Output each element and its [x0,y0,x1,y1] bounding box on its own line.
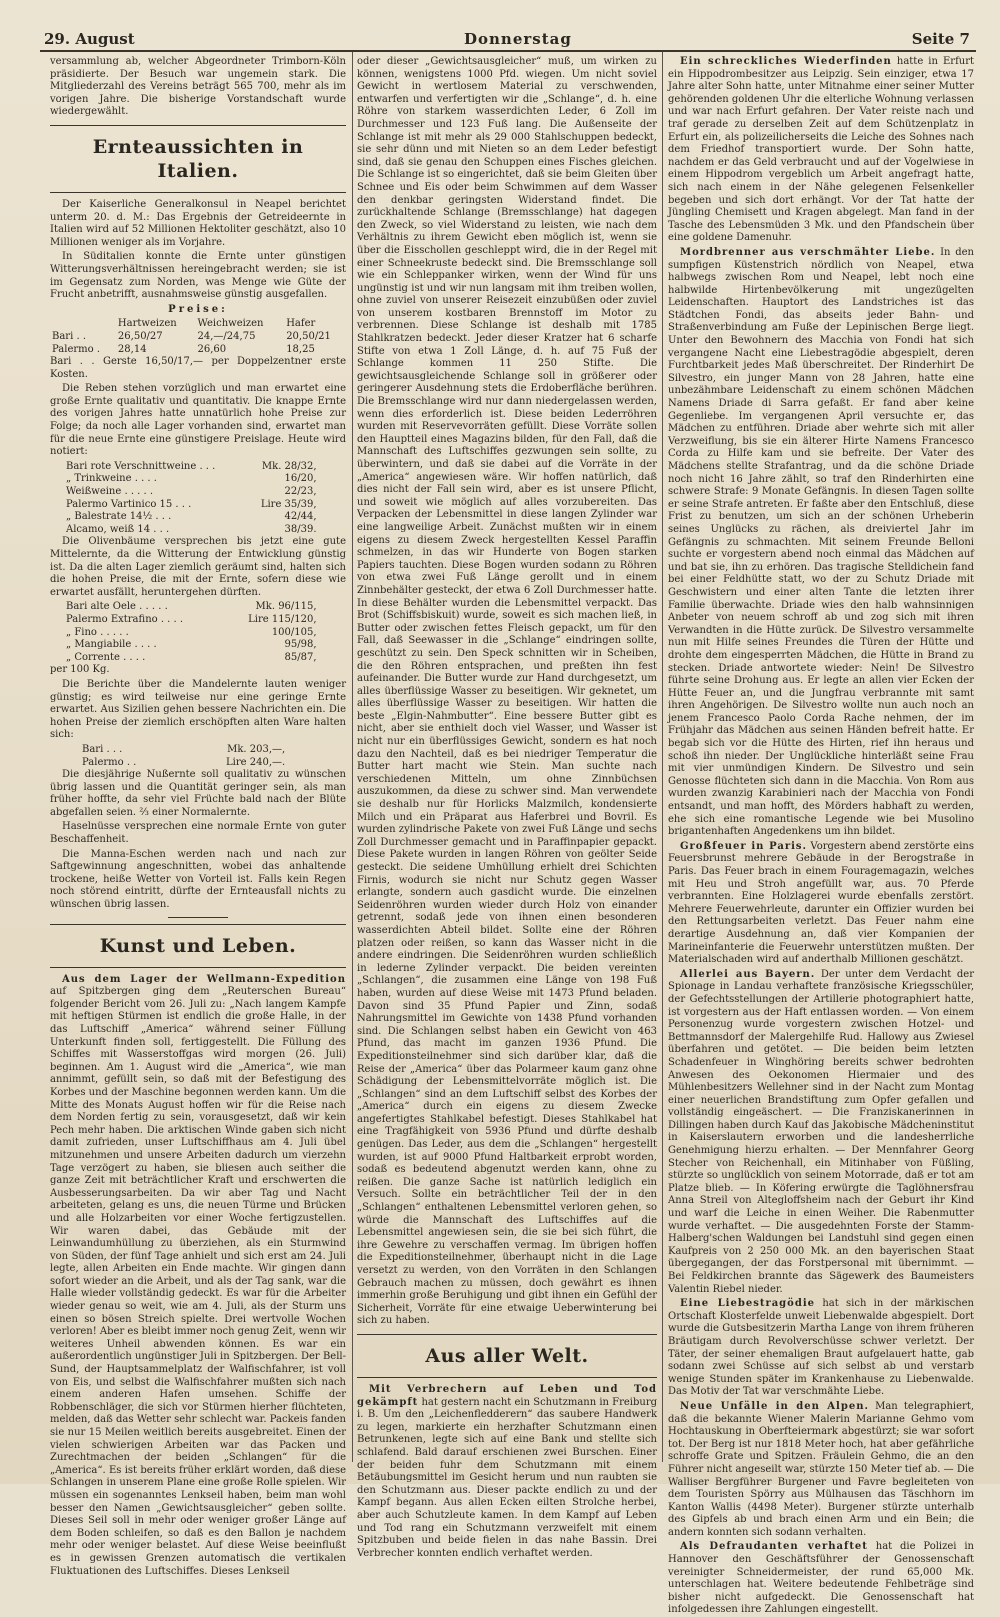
table-row [50,318,346,331]
almond-price-table [80,744,287,769]
table-cell: Palermo Extrafino . . . . [66,613,184,625]
bavaria-report: Der unter dem Verdacht der Spionage in Landau verhaftete französische Kriegsschüler, der Gefechtsstellungen der Artillerie photographiert hatte, ist vorgestern aus der Haft entlassen worden. — Von einem Personenzug wurde vorgestern zwischen Hotzel- und Bettmannsdorf der Malergehilfe Rud. Hallowy aus Zwiesel überfahren und getötet. — Die beiden beim letzten Schadenfeuer in Winghöring bereits schwer bedrohten Anwesen des Oekonomen Hiermaier und des Mühlenbesitzers Wellehner sind in der Nacht zum Montag einer neuerlichen Brandstiftung zum Opfer gefallen und vollständig eingeäschert. — Die Franziskanerinnen in Dillingen haben durch Kauf das Jakobische Mädcheninstitut in Kaiserslautern erworben und die landesherrliche Genehmigung hierzu erhalten. — Der Mennfahrer Georg Stecher von Reichenhall, ein Mitinhaber von Füßling, stürzte so unglücklich von seinem Motorrade, daß er tot am Platze blieb. — In Köfering erwürgte die Taglöhnersfrau Anna Streil von Altegloffsheim nach der Geburt ihr Kind und warf die Leiche in einen Weiher. Die Rabenmutter wurde verhaftet. — Die ausgedehnten Forste der Stamm-Halberg'schen Waldungen bei Landstuhl sind gegen einen Kaufpreis von 2 250 000 Mk. an den bayerischen Staat übergegangen, der das Forstpersonal mit übernimmt. — Bei Feldkirchen brannte das Sägewerk des Baumeisters Valentin Riebel nieder. [668,968,974,1295]
header-page-number: Seite 7 [911,30,970,48]
defraudant-report: hat die Polizei in Hannover den Geschäftsführer der Genossenschaft vereinigter Schneidermeister, der rund 65,000 Mk. unterschlagen hat. Weitere bedeutende Fehlbeträge sind bisher nicht aufgedeckt. Die Genossenschaft hat infolgedessen ihre Zahlungen eingestellt. [668,1541,974,1616]
table-row [50,344,346,357]
column-2 [357,56,658,1559]
page-header [44,28,974,50]
italy-paragraph-1: Der Kaiserliche Generalkonsul in Neapel berichtet unterm 20. d. M.: Das Ergebnis der Getreideernte in Italien wird auf 52 Millionen Hektoliter geschätzt, also 10 Millionen weniger als im Vorjahre. [50,198,346,248]
table-cell: 24,—/24,75 [197,330,256,342]
italy-paragraph-5: Die Berichte über die Mandelernte lauten weniger günstig; es wird teilweise nur eine geringe Ernte erwartet. Aus Sizilien gehen bessere Nachrichten ein. Die hohen Preise der ziemlich erschöpften alten Ware halten sich: [50,678,346,741]
header-date: 29. August [44,30,135,48]
table-cell: Lire 240,—. [226,756,286,768]
alps-subtitle: Neue Unfälle in den Alpen. [680,1400,869,1412]
table-cell: Palermo . [52,343,100,355]
table-cell: „ Mangiabile . . . . [66,639,157,651]
table-cell: Alcamo, weiß 14 . . . [66,523,170,535]
italy-paragraph-8: Die Manna-Eschen werden nach und nach zur Saftgewinnung angeschnitten, wobei das anhaltende trockene, heiße Wetter von Vorteil ist. Falls kein Regen noch störend eintritt, dürfte der Ernteausfall nichts zu wünschen übrig lassen. [50,848,346,911]
oil-price-table [64,601,319,664]
prices-label: Preise: [168,303,228,315]
erfurt-subtitle: Ein schreckliches Wiederfinden [680,56,892,67]
table-cell: Palermo Vartinico 15 . . . [66,498,192,510]
table-cell: „ Trinkweine . . . . [66,473,157,485]
table-row [64,499,319,512]
italy-paragraph-7: Haselnüsse versprechen eine normale Ernte von guter Beschaffenheit. [50,821,346,846]
column-3 [668,56,975,1616]
column-1 [50,56,346,1577]
table-header: Hartweizen [117,318,177,330]
arts-life-title: Kunst und Leben. [99,934,297,957]
wine-price-table [64,461,319,537]
table-cell: Bari . . [52,330,87,342]
table-row [80,757,287,770]
crime-report: hat gestern nacht ein Schutzmann in Freiburg i. B. Um den „Leichenfledderern“ das saubere Handwerk zu legen, markierte ein herzhafter Schutzmann einen Betrunkenen, legte sich auf eine Bank und stellte sich schlafend. Bald darauf erschienen zwei Burschen. Einer der beiden fuhr dem Schutzmann mit einem Betäubungsmittel im Gesicht herum und nun raubten sie den Schutzmann aus. Dieser packte endlich zu und der Kampf begann. Aus allen Ecken eilten Strolche herbei, aber auch Schutzleute kamen. In dem Kampf auf Leben und Tod rang ein Schutzmann verzweifelt mit einem Spitzbuben und beide fielen in das nahe Bassin. Drei Verbrecher konnten endlich verhaftet werden. [357,1396,658,1559]
grain-price-table [50,318,346,356]
table-cell: 26,50/27 [117,330,163,342]
table-cell: Bari . . . [82,743,123,755]
table-row [64,652,319,665]
italy-paragraph-4: Die Olivenbäume versprechen bis jetzt eine gute Mittelernte, da die Witterung der Entwicklung günstig ist. Da die alten Lager ziemlich geräumt sind, halten sich die hohen Preise, die mit der Ernte, sofern diese wie erwartet ausfällt, heruntergehen dürften. [50,536,346,598]
table-cell: 26,60 [197,343,227,355]
section-divider [168,917,228,918]
table-header: Weichweizen [197,318,264,330]
table-cell: 38/39. [284,523,317,535]
table-cell: „ Fino . . . . . [66,626,129,638]
table-cell: Bari alte Oele . . . . . [66,601,168,613]
barley-price: Bari . . Gerste 16,50/17,— per Doppelzentner erste Kosten. [50,356,346,380]
expedition-subtitle: Aus dem Lager der Wellmann-Expedition [62,973,346,985]
table-cell: 22/23, [284,486,317,498]
table-cell [50,318,116,331]
erfurt-report: hatte in Erfurt ein Hippodrombesitzer aus Leipzig. Sein einziger, etwa 17 Jahre alter Sohn hatte, unter Mitnahme einer seiner Mutter gehörenden goldenen Uhr die elterliche Wohnung verlassen und war nach Erfurt gefahren. Der Vater reiste nach und traf gerade zu derselben Zeit auf dem Schützenplatz in Erfurt ein, als polizeilicherseits die Leiche des Sohnes nach dem Friedhof transportiert wurde. Der Sohn hatte, nachdem er das Geld verbraucht und auf der Vogelwiese in einem Hippodrom vergeblich um Arbeit angefragt hatte, sich nach einem in der Nähe gelegenen Felsenkeller begeben und sich dort erhängt. Vor der Tat hatte der Jüngling Chemisett und Kragen abgelegt. Man fand in der Tasche des Lebensmüden 3 Mk. und den Pfandschein über eine goldene Damenuhr. [668,56,975,244]
paris-fire-report: Vorgestern abend zerstörte eins Feuersbrunst mehrere Gebäude in der Berogstraße in Paris. Das Feuer brach in einem Fouragemagazin, welches mit Heu und Stroh angefüllt war, aus. 70 Pferde verbrannten. Eine Holzlagerei wurde ebenfalls zerstört. Mehrere Feuerwehrleute, darunter ein Offizier wurden bei den Rettungsarbeiten verletzt. Das Feuer nahm eine derartige Ausdehnung an, daß vier Kompanien der Marineinfanterie die Feuerwehr unterstützen mußten. Der Materialschaden wird auf anderthalb Millionen geschätzt. [668,840,974,966]
table-cell: 42/44, [284,511,317,523]
table-row [80,744,287,757]
italy-harvest-title: Ernteaussichten in Italien. [92,135,304,182]
table-row [64,511,319,524]
table-header: Hafer [286,318,316,330]
table-cell: „ Balestrate 14½ . . . [66,511,172,523]
table-cell: Palermo . . [82,756,137,768]
italy-paragraph-6: Die diesjährige Nußernte soll qualitativ zu wünschen übrig lassen und die Quantität geringer sein, als man früher hoffte, da sehr viel Früchte bald nach der Blüte abgefallen seien. ⅔ einer Normalernte. [50,769,346,818]
table-cell: Bari rote Verschnittweine . . . [66,460,216,472]
table-cell: 85/87, [284,651,317,663]
world-news-title: Aus aller Welt. [425,1344,589,1367]
love-tragedy-subtitle: Eine Liebestragödie [680,1298,816,1310]
table-cell: 28,14 [117,343,147,355]
paris-fire-subtitle: Großfeuer in Paris. [680,840,808,852]
table-row [64,627,319,640]
love-tragedy-report: hat sich in der märkischen Ortschaft Klosterfelde unweit Liebenwalde abgespielt. Dort wurde die Gutsbesitzerin Martha Lange von ihrem früheren Bräutigam durch Revolverschüsse schwer verletzt. Der Täter, der seiner ehemaligen Braut aufgelauert hatte, gab sodann zwei Schüsse auf sich selbst ab und verstarb wenige Stunden später im Krankenhause zu Liebenwalde. Das Motiv der Tat war verschmähte Liebe. [668,1298,974,1398]
header-rule [40,50,976,52]
fondi-report: In den sumpfigen Küstenstrich nördlich von Neapel, etwa halbwegs zwischen Rom und Neapel, lebt noch eine halbwilde Hirtenbevölkerung mit ungezügelten Leidenschaften. Hauptort des Landstriches ist das Städtchen Fondi, das abseits jeder Bahn- und Straßenverbindung am Fuße der Lepinischen Berge liegt. Unter den Bewohnern des Macchia von Fondi hat sich vergangene Nacht eine Liebestragödie abgespielt, deren Furchtbarkeit jedes Maß überschreitet. Der Rinderhirt De Silvestro, ein junger Mann von 28 Jahren, hatte eine unbezähmbare Leidenschaft zu einem schönen Mädchen Namens Driade di Sarra gefaßt. Er fand aber keine Gegenliebe. Im vergangenen April versuchte er, das Mädchen zu entführen. Driade aber wehrte sich mit aller Verzweiflung, bis sie ein älterer Hirte Namens Francesco Corda zu Hilfe kam und sie befreite. Der Vater des Mädchens stellte Strafantrag, und da die schöne Driade noch nicht 16 Jahre zählt, so traf den Rinderhirten eine schwere Strafe: 9 Monate Gefängnis. In diesen Tagen sollte er seine Strafe antreten. Er faßte aber den Entschluß, diese Frist zu benutzen, um sich an der schönen Urheberin seines Unglücks zu rächen, als dreiviertel Jahr im Gefängnis zu schmachten. Mit seinem Freunde Belloni suchte er vorgestern abend noch einmal das Mädchen auf und bat sie, ihn zu erhören. Das tragische Stelldichein fand bei einer Feldhütte statt, wo der zu Schutz Driade mit Geschwistern und einer alten Tante die letzten ihrer Familie überwachte. Driade wies den halb wahnsinnigen Anbeter von neuem schroff ab und zog sich mit ihren Verwandten in die Hütte zurück. De Silvestro versammelte nun mit Hilfe seines Freundes die Türen der Hütte und drohte dem eingesperrten Mädchen, die Hütte in Brand zu stecken. Driade antwortete wieder: Nein! De Silvestro führte seine Drohung aus. Er legte an allen vier Ecken der Hütte Feuer an, und die Jungfrau verbrannte mit samt ihren Angehörigen. De Silvestro wollte nun auch noch an jenem Francesco Paolo Corda Rache nehmen, der im Frühjahr das Mädchen aus seinen Händen befreit hatte. Er begab sich vor die Hütte des Hirten, rief ihn heraus und schoß ihn nieder. Der Unglückliche hinterläßt seine Frau mit vier unmündigen Kindern. De Silvestro und sein Genosse flüchteten sich dann in die Macchia. Von Rom aus wurden zwanzig Karabinieri nach der Macchia von Fondi entsandt, und man hofft, des Mörders habhaft zu werden, ehe sich eine romantische Legende wie bei Musolino brigantenhaften Angedenkens um ihn bildet. [668,246,974,838]
table-row [64,473,319,486]
defraudant-subtitle: Als Defraudanten verhaftet [680,1541,868,1553]
table-cell: 95/98, [284,639,317,651]
table-cell: Lire 115/120, [248,613,317,625]
table-row [64,639,319,652]
column-divider-1 [352,52,353,1462]
italy-heading-box [50,125,346,193]
oil-unit-note: per 100 Kg. [50,664,110,676]
arts-heading-box [50,924,346,968]
table-cell: 100/105, [271,626,317,638]
table-row [64,486,319,499]
table-row [64,524,319,537]
table-cell: Mk. 28/32, [261,460,317,472]
table-row [64,601,319,614]
table-cell: „ Corrente . . . . [66,651,146,663]
table-cell: 18,25 [286,343,315,355]
italy-paragraph-3: Die Reben stehen vorzüglich und man erwartet eine große Ernte qualitativ und quantitativ. Die knappe Ernte des vorigen Jahres hatte unnatürlich hohe Preise zur Folge; da noch alle Lager vorhanden sind, erwartet man für die neue Ernte eine günstigere Preislage. Heute wird notiert: [50,383,346,458]
bavaria-subtitle: Allerlei aus Bayern. [680,968,816,980]
alps-report: Man telegraphiert, daß die bekannte Wiener Malerin Marianne Gehmo vom Hochtauskung in Oberfteiermark abgestürzt; sie war sofort tot. Der Berg ist nur 1818 Meter hoch, hat aber gefährliche schroffe Grate und Spitzen. Fräulein Gehmo, die an den Führer nicht angeseilt war, stürzte 150 Meter tief ab. — Die Walliser Bergführer Burgener und Favre begleiteten von dem Touristen Spörry aus Mülhausen das Täschhorn im Kanton Wallis (4498 Meter). Burgener stürzte unterhalb des Gipfels ab und brach einen Arm und ein Bein; die andern konnten sich sodann verhalten. [668,1400,975,1538]
assembly-report: versammlung ab, welcher Abgeordneter Trimborn-Köln präsidierte. Der Besuch war ungemein stark. Die Mitgliederzahl des Vereins beträgt 565 700, mehr als im vorigen Jahre. Die bisherige Vorstandschaft wurde wiedergewählt. [50,56,346,118]
table-cell: Lire 35/39, [260,498,317,510]
table-row [64,461,319,474]
table-cell: Weißweine . . . . . [66,486,154,498]
expedition-report-continued: oder dieser „Gewichtsausgleicher“ muß, um wirken zu können, wenigstens 1000 Pfd. wiegen. Um nicht soviel Gewicht in wertlosem Material zu verschwenden, entwarfen und verfertigten wir die „Schlange“, d. h. eine Röhre von starkem wasserdichten Leder, 6 Zoll im Durchmesser und 123 Fuß lang. Die Außenseite der Schlange ist mit mehr als 29 000 Stahlschuppen bedeckt, sie sehr dünn und mit Nieten so an dem Leder befestigt sind, daß sie genau den Schuppen eines Fisches gleichen. Die Schlange ist so eingerichtet, daß sie beim Gleiten über Schnee und Eis oder beim Schwimmen auf dem Wasser den denkbar geringsten Widerstand findet. Die zurückhaltende Schlange (Bremsschlange) hat dagegen den Zweck, so viel Widerstand zu leisten, wie nach dem Verhältnis zu ihrem Gewicht eben möglich ist, wenn sie über die Eisschollen geschleppt wird, die in der Regel mit einer Schneekruste bedeckt sind. Die Bremsschlange soll wie ein Schleppanker wirken, wenn der Wind für uns ungünstig ist und wir nun langsam mit ihm treiben wollen, ohne zuviel von unserer Reisezeit einzubüßen oder zuviel von unserem kostbaren Brennstoff im Motor zu verbrennen. Diese Schlange ist deshalb mit 1785 Stahlkratzen bedeckt. Jeder dieser Kratzer hat 6 scharfe Stifte von etwa 1 Zoll Länge, d. h. auf 75 Fuß der Schlange kommen 11 250 Stifte. Die gewichtsausgleichende Schlange soll in größerer oder geringerer Ausdehnung stets die Erdoberfläche berühren. Die Bremsschlange wird nur dann niedergelassen werden, wenn dies erforderlich ist. Diese beiden Lederröhren wurden mit Reservevorräten gefüllt. Diese Vorräte sollen den Hauptteil eines Magazins bilden, für den Fall, daß die Mannschaft des Luftschiffes gezwungen sein sollte, zu überwintern, und daß sie dabei auf die Vorräte in der „America“ angewiesen wäre. Wir hoffen natürlich, daß dies nicht der Fall sein wird, aber es ist unsere Pflicht, und soweit wie möglich auf alles vorzubereiten. Das Verpacken der Lebensmittel in diese langen Zylinder war eine langweilige Arbeit. Zunächst mußten wir in einem eigens zu diesem Zweck hergestellten Kessel Paraffin schmelzen, in das wir Hunderte von Bogen starken Papiers tauchten. Diese Bogen wurden sodann zu Röhren von etwa zwei Fuß Länge gerollt und in einem Zinnbehälter gesteckt, der etwa 6 Zoll Durchmesser hatte. In diese Behälter wurden die Lebensmittel verpackt. Das Brot (Schiffsbiskuit) wurde, soweit es sich machen ließ, in Butter oder zwischen fettes Fleisch gepackt, um für den Fall, daß Seewasser in die „Schlange“ eindringen sollte, geschützt zu sein. Den Speck schnitten wir in Scheiben, die den Röhren entsprachen, und preßten ihn fest aufeinander. Die Butter wurde zur Hand durchgesetzt, um alles überflüssige Wasser zu beseitigen. Wir geknetet, um alles überflüssige Wasser zu beseitigen. Wir hatten die beste „Elgin-Nahmbutter“. Eine bessere Butter gibt es nicht, aber sie enthielt doch viel Wasser, und Wasser ist nicht nur ein überflüssiges Gewicht, sondern es hat noch dazu den Nachteil, daß es bei niedriger Temperatur die Butter hart macht wie Stein. Man suchte nach verschiedenen Mitteln, um ohne Zinnbüchsen auszukommen, da diese zu schwer sind. Man verwendete sie deshalb nur für Horlicks Malzmilch, kondensierte Milch und ein Präparat aus Haferbrei und Bovril. Es wurden zylindrische Pakete von zwei Fuß Länge und sechs Zoll Durchmesser gemacht und in Paraffinpapier gepackt. Diese Pakete wurden in langen Röhren von geölter Seide gesteckt. Die seidene Umhüllung erhielt drei Schichten Firnis, wodurch sie nicht nur Schutz gegen Wasser erlangte, sondern auch gasdicht wurde. Die einzelnen Seidenröhren wurden wieder durch Holz von einander getrennt, sodaß jede von ihnen einen besonderen wasserdichten Abteil bildet. Sollte eine der Röhren platzen oder reißen, so kann das Wasser nicht in die andere eindringen. Die Seidenröhren wurden schließlich in lederne Zylinder verpackt. Die beiden vereinten „Schlangen“, die zusammen eine Länge von 198 Fuß haben, wurden auf diese Weise mit 1473 Pfund beladen. Davon sind 35 Pfund Papier und Zinn, sodaß Nahrungsmittel im Gewichte von 1438 Pfund vorhanden sind. Die Schlangen selbst haben ein Gewicht von 463 Pfund, das macht im ganzen 1936 Pfund. Die Expeditionsteilnehmer sind sich darüber klar, daß die Reise der „America“ über das Polarmeer kaum ganz ohne Schädigung der Lebensmittelvorräte möglich ist. Die „Schlangen“ sind an dem Luftschiff selbst des Korbes der „America“ durch ein eigens zu diesem Zwecke angefertigtes Stahlkabel befestigt. Dieses Stahlkabel hat eine Tragfähigkeit von 5936 Pfund und dürfte deshalb genügen. Das Leder, aus dem die „Schlangen“ hergestellt wurden, ist auf 9000 Pfund Haltbarkeit erprobt worden, sodaß es bedeutend abgenutzt werden kann, ohne zu reißen. Die ganze Sache ist natürlich lediglich ein Versuch. Sollte ein beträchtlicher Teil der in den „Schlangen“ enthaltenen Lebensmittel verloren gehen, so würde die Mannschaft des Luftschiffes auf die Lebensmittel angewiesen sein, die sie bei sich führt, die ihre Gewehre zu verschaffen vermag. Im übrigen hoffen die Expeditionsteilnehmer, überhaupt nicht in die Lage versetzt zu werden, von den Vorräten in den Schlangen Gebrauch machen zu müssen, doch gewährt es ihnen immerhin große Beruhigung und gibt ihnen ein Gefühl der Sicherheit, Vorräte für eine etwaige Ueberwinterung bei sich zu haben. [357,56,657,1327]
table-row [64,614,319,627]
crime-subtitle: Mit Verbrechern auf Leben und Tod gekämpft [357,1383,657,1408]
header-weekday: Donnerstag [464,30,572,48]
table-cell: Mk. 96/115, [255,601,317,613]
fondi-subtitle: Mordbrenner aus verschmähter Liebe. [680,246,936,258]
table-cell: 20,50/21 [286,330,331,342]
column-divider-2 [662,52,663,1462]
italy-paragraph-2: In Süditalien konnte die Ernte unter günstigen Witterungsverhältnissen hereingebracht werden; sie ist im Gegensatz zum Norden, was Menge wie Güte der Frucht anbetrifft, ausnahmsweise günstig ausgefallen. [50,251,346,301]
world-heading-box [357,1334,657,1378]
expedition-report: auf Spitzbergen ging dem „Reuterschen Bureau“ folgender Bericht vom 26. Juli zu: „Nach langem Kampfe mit heftigen Stürmen ist endlich die große Halle, in der das Luftschiff „America“ während seiner Füllung Unterkunft finden soll, fertiggestellt. Die Füllung des Schiffes mit Wasserstoffgas wird morgen (26. Juli) beginnen. Am 1. August wird die „America“, wie man annimmt, gefüllt sein, so daß mit der Befestigung des Korbes und der Maschine begonnen werden kann. Um die Mitte des Monats August hoffen wir für die Reise nach dem Norden fertig zu sein, vorausgesetzt, daß wir kein Pech mehr haben. Die arktischen Winde gaben sich nicht damit zufrieden, unser Luftschiffhaus am 4. Juli übel mitzunehmen und unsere Arbeiten dadurch um vierzehn Tage verzögert zu haben, sie bliesen auch seither die ganze Zeit mit beträchtlicher Kraft und erschwerten die Ausbesserungsarbeiten. Da wir aber Tag und Nacht arbeiteten, gelang es uns, die neuen Türme und Brücken und alle Holzarbeiten vor einer Woche fertigzustellen. Wir waren dabei, das Gebäude mit der Leinwandumhüllung zu überziehen, als ein Sturmwind von Süden, der fünf Tage anhielt und sich erst am 24. Juli legte, allen Arbeiten ein Ende machte. Wir gingen dann sofort wieder an die Arbeit, und als der Tag sank, war die Halle wieder vollständig gedeckt. Es war für die Arbeiter wieder genau so weit, wie am 4. Juli, als der Sturm uns einen so bösen Streich spielte. Drei wertvolle Wochen verloren! Aber es bleibt immer noch genug Zeit, wenn wir weiteres Unheil abwenden können. Es war ein außerordentlich ungünstiger Juli in Spitzbergen. Der Bell-Sund, der Hauptsammelplatz der Walfischfahrer, ist voll von Eis, und selbst die Walfischfahrer mußten sich nach einem anderen Hafen umsehen. Schiffe der Robbenschläger, die sich vor Stürmen hierher flüchteten, melden, daß das Wetter sehr schlecht war. Packeis fanden sie nur 15 Meilen weitlich bereits ausgebreitet. Einen der vielen schwierigen Arbeiten war das Packen und Zurechtmachen der beiden „Schlangen“ für die „America“. Es ist bereits früher erklärt worden, daß diese Schlangen in unserem Plane eine große Rolle spielen. Wir müssen ein sogenanntes Lenkseil haben, beim man wohl besser den Namen „Gewichtsausgleicher“ geben sollte. Dieses Seil soll in mehr oder weniger großer Länge auf dem Boden schleifen, so daß es den Ballon je nachdem mehr oder weniger belastet. Auf diese Weise beeinflußt es in gewissen Grenzen automatisch die vertikalen Fluktuationen des Luftschiffes. Dieses Lenkseil [50,986,346,1577]
table-cell: 16/20, [284,473,317,485]
table-row [50,331,346,344]
table-cell: Mk. 203,—, [227,743,286,755]
